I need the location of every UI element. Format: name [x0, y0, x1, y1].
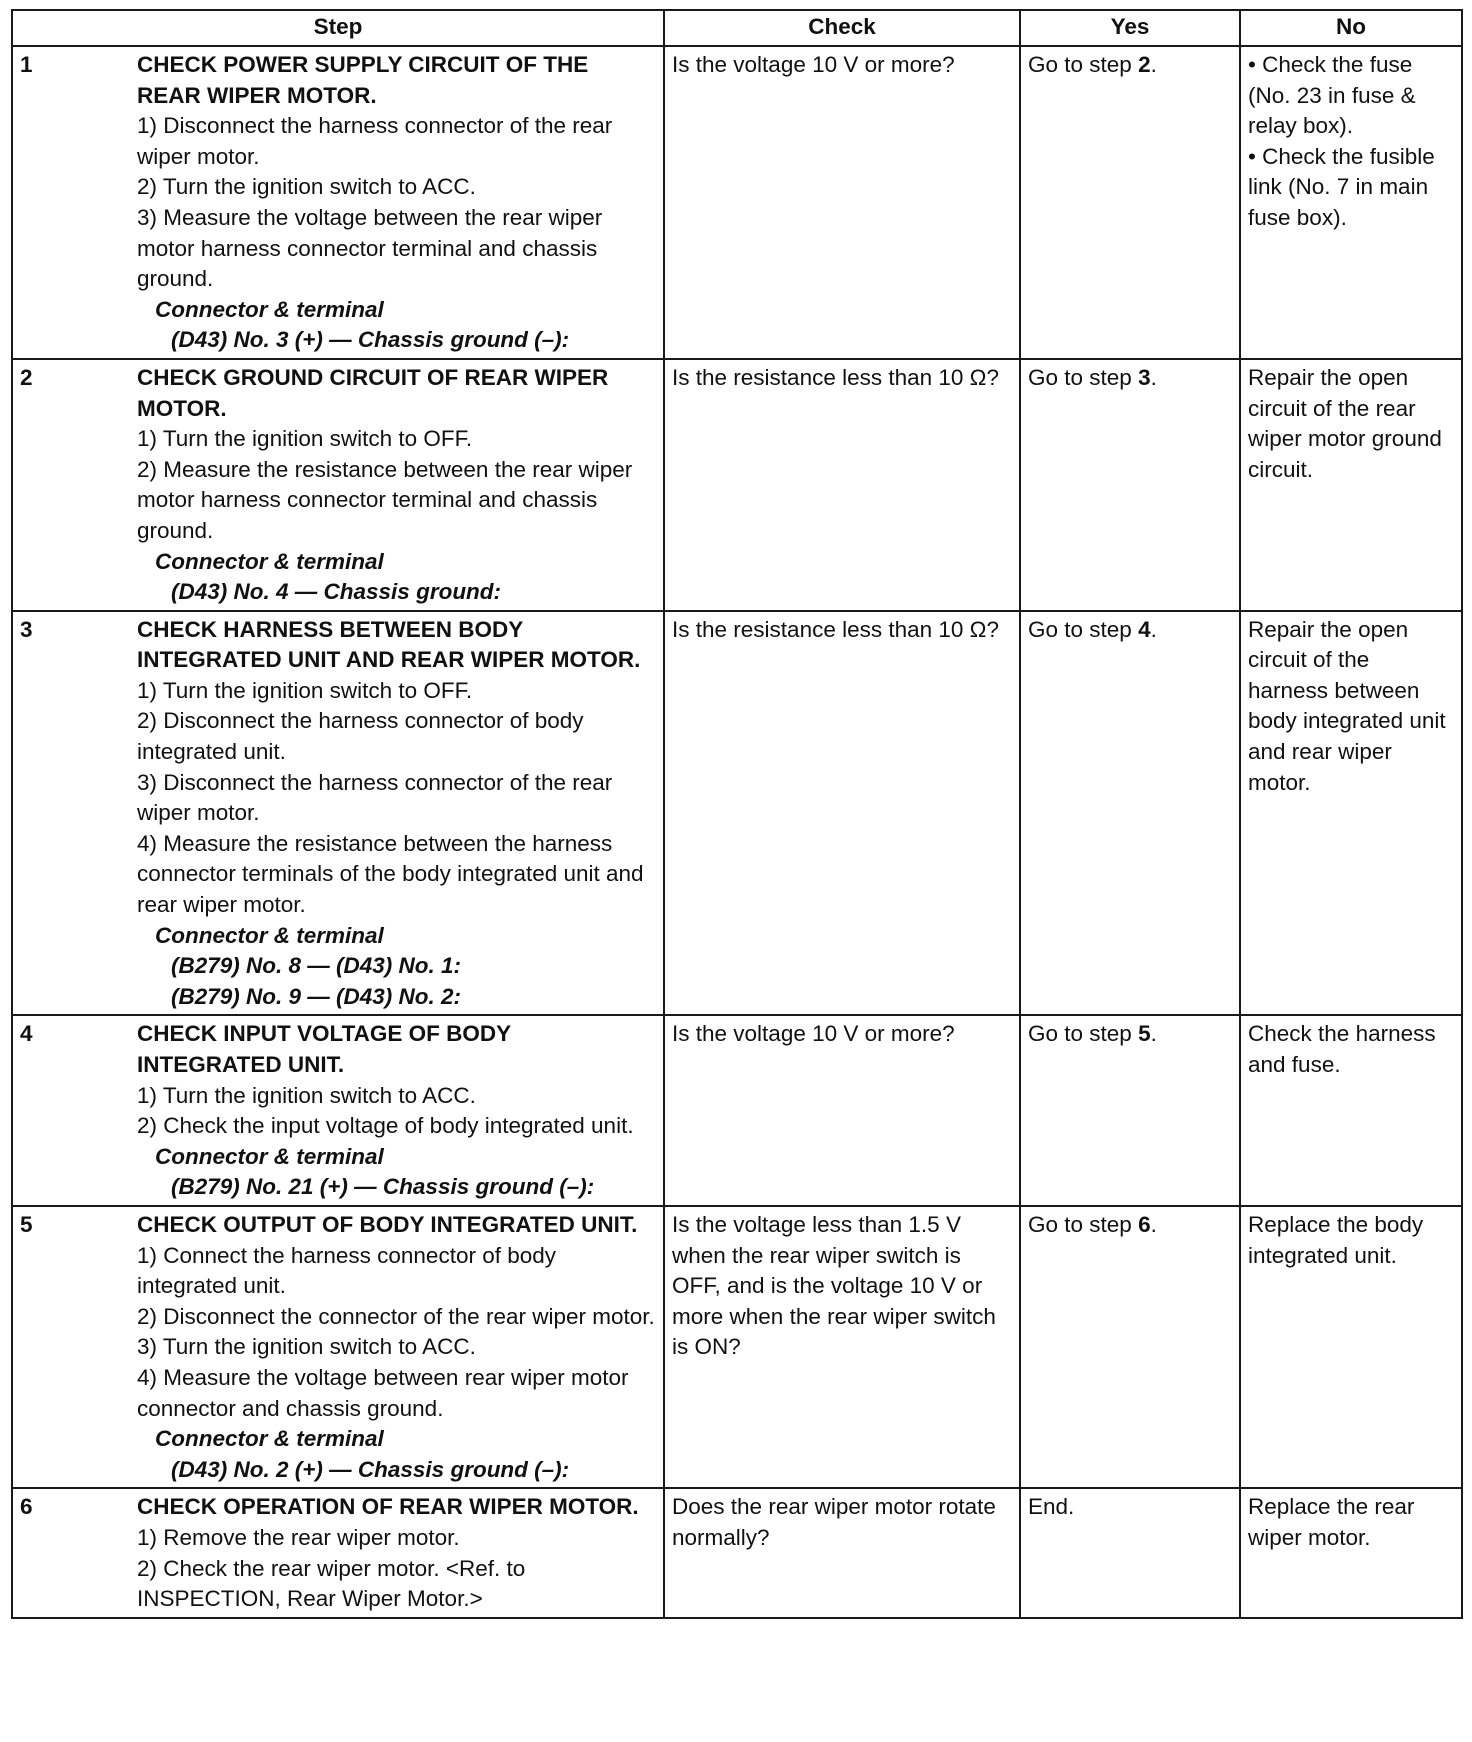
step-instruction: 1) Turn the ignition switch to OFF. [137, 426, 473, 452]
yes-action [1020, 1206, 1240, 1488]
no-action-line: Check the harness and fuse. [1248, 1021, 1436, 1077]
header-step: Step [12, 10, 664, 46]
no-action-line: Replace the body integrated unit. [1248, 1211, 1424, 1268]
yes-step-number: 5 [1138, 1021, 1151, 1047]
no-action [1240, 1488, 1462, 1617]
connector-terminal: (D43) No. 3 (+) — Chassis ground (–): [171, 327, 570, 353]
step-title: CHECK GROUND CIRCUIT OF REAR WIPER MOTOR. [137, 364, 609, 421]
step-title: CHECK HARNESS BETWEEN BODY INTEGRATED UNIT AND REAR WIPER MOTOR. [137, 616, 641, 673]
header-yes: Yes [1020, 10, 1240, 46]
connector-label: Connector & terminal [155, 548, 384, 574]
check-question: Is the voltage 10 V or more? [664, 1015, 1020, 1206]
table-row [12, 1206, 1462, 1488]
yes-suffix: . [1150, 616, 1157, 642]
yes-step-number: 3 [1138, 364, 1151, 390]
yes-text: Go to step [1028, 52, 1139, 77]
yes-step-number: 6 [1138, 1211, 1151, 1237]
step-number: 3 [12, 611, 130, 1016]
connector-terminal: (B279) No. 8 — (D43) No. 1: [171, 953, 462, 979]
yes-suffix: . [1150, 52, 1157, 77]
step-instruction: 1) Connect the harness connector of body integrated unit. [137, 1242, 557, 1299]
no-action [1240, 359, 1462, 611]
connector-label: Connector & terminal [155, 296, 384, 322]
connector-label: Connector & terminal [155, 1143, 384, 1169]
yes-text: Go to step [1028, 364, 1139, 390]
yes-action [1020, 1488, 1240, 1617]
no-action [1240, 611, 1462, 1016]
check-question: Does the rear wiper motor rotate normally? [664, 1488, 1020, 1617]
yes-suffix: . [1150, 1211, 1157, 1237]
step-number: 5 [12, 1206, 130, 1488]
step-instruction: 3) Measure the voltage between the rear wiper motor harness connector terminal and chassis ground. [137, 204, 603, 292]
step-number: 2 [12, 359, 130, 611]
step-title: CHECK OPERATION OF REAR WIPER MOTOR. [137, 1494, 639, 1520]
header-row [12, 10, 1462, 46]
step-description [130, 1206, 664, 1488]
step-instruction: 3) Turn the ignition switch to ACC. [137, 1334, 476, 1360]
table-row [12, 1488, 1462, 1617]
step-title: CHECK OUTPUT OF BODY INTEGRATED UNIT. [137, 1211, 638, 1237]
step-instruction: 4) Measure the voltage between rear wiper motor connector and chassis ground. [137, 1364, 629, 1421]
step-instruction: 2) Check the rear wiper motor. <Ref. to INSPECTION, Rear Wiper Motor.> [137, 1555, 526, 1612]
no-action [1240, 46, 1462, 359]
no-action-line: Repair the open circuit of the rear wiper motor ground circuit. [1248, 364, 1442, 482]
no-action-line: Replace the rear wiper motor. [1248, 1494, 1415, 1550]
check-question: Is the resistance less than 10 Ω? [664, 359, 1020, 611]
step-description [130, 46, 664, 359]
yes-suffix: . [1150, 1021, 1157, 1047]
connector-label: Connector & terminal [155, 922, 384, 948]
no-action-line: • Check the fusible link (No. 7 in main fuse box). [1248, 143, 1435, 230]
table-row [12, 1015, 1462, 1206]
yes-text: Go to step [1028, 1021, 1139, 1047]
step-description [130, 611, 664, 1016]
connector-terminal: (B279) No. 9 — (D43) No. 2: [171, 983, 462, 1009]
step-instruction: 2) Disconnect the connector of the rear wiper motor. [137, 1303, 655, 1329]
header-check: Check [664, 10, 1020, 46]
header-no: No [1240, 10, 1462, 46]
step-instruction: 1) Turn the ignition switch to ACC. [137, 1082, 476, 1108]
step-instruction: 4) Measure the resistance between the harness connector terminals of the body integrated unit and rear wiper motor. [137, 830, 644, 918]
step-instruction: 1) Remove the rear wiper motor. [137, 1524, 460, 1550]
step-description [130, 1488, 664, 1617]
step-number: 1 [12, 46, 130, 359]
check-question: Is the resistance less than 10 Ω? [664, 611, 1020, 1016]
no-action [1240, 1206, 1462, 1488]
step-description [130, 1015, 664, 1206]
no-action-line: Repair the open circuit of the harness between body integrated unit and rear wiper motor. [1248, 616, 1446, 795]
yes-action [1020, 359, 1240, 611]
step-instruction: 2) Turn the ignition switch to ACC. [137, 174, 476, 200]
table-row [12, 359, 1462, 611]
step-number: 6 [12, 1488, 130, 1617]
yes-text: Go to step [1028, 616, 1139, 642]
step-title: CHECK INPUT VOLTAGE OF BODY INTEGRATED UNIT. [137, 1021, 511, 1077]
no-action-line: • Check the fuse (No. 23 in fuse & relay box). [1248, 52, 1416, 139]
step-instruction: 2) Check the input voltage of body integrated unit. [137, 1113, 634, 1139]
yes-text: Go to step [1028, 1211, 1139, 1237]
yes-action [1020, 46, 1240, 359]
connector-label: Connector & terminal [155, 1426, 384, 1452]
connector-terminal: (D43) No. 4 — Chassis ground: [171, 579, 502, 605]
yes-suffix: . [1150, 364, 1157, 390]
connector-terminal: (B279) No. 21 (+) — Chassis ground (–): [171, 1174, 595, 1200]
step-instruction: 2) Disconnect the harness connector of body integrated unit. [137, 708, 584, 765]
connector-terminal: (D43) No. 2 (+) — Chassis ground (–): [171, 1456, 570, 1482]
check-question: Is the voltage less than 1.5 V when the rear wiper switch is OFF, and is the voltage 10 V or more when the rear wiper switch is ON? [664, 1206, 1020, 1488]
yes-step-number: 2 [1138, 52, 1151, 77]
yes-step-number: 4 [1138, 616, 1151, 642]
table-body [12, 46, 1462, 1618]
yes-action [1020, 1015, 1240, 1206]
step-title: CHECK POWER SUPPLY CIRCUIT OF THE REAR WIPER MOTOR. [137, 52, 589, 108]
step-instruction: 1) Disconnect the harness connector of the rear wiper motor. [137, 113, 613, 169]
diagnostic-table [11, 9, 1463, 1619]
step-description [130, 359, 664, 611]
table-row [12, 46, 1462, 359]
no-action [1240, 1015, 1462, 1206]
check-question: Is the voltage 10 V or more? [664, 46, 1020, 359]
step-number: 4 [12, 1015, 130, 1206]
yes-action [1020, 611, 1240, 1016]
table-row [12, 611, 1462, 1016]
step-instruction: 2) Measure the resistance between the rear wiper motor harness connector terminal and chassis ground. [137, 456, 633, 543]
yes-text: End. [1028, 1494, 1075, 1520]
step-instruction: 3) Disconnect the harness connector of the rear wiper motor. [137, 769, 613, 826]
step-instruction: 1) Turn the ignition switch to OFF. [137, 677, 473, 703]
